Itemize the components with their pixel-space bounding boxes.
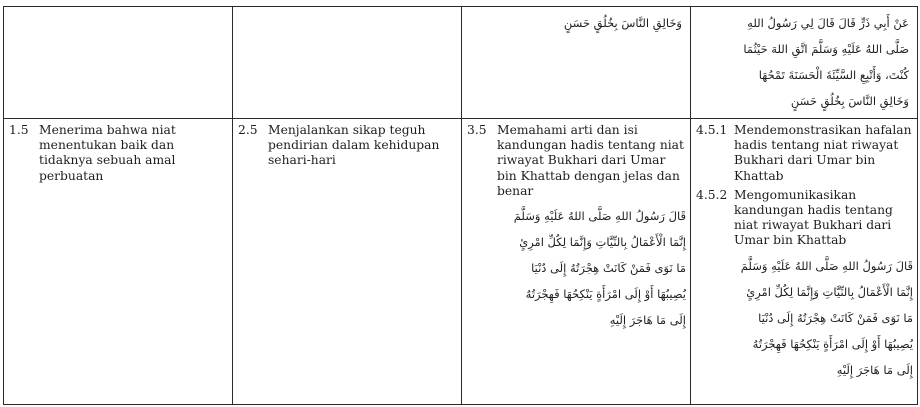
indicator-item [696, 123, 913, 184]
indicator-number: 4.5.1 [696, 123, 728, 137]
table-row-bottom [4, 119, 918, 405]
competency-cell-1 [4, 119, 233, 405]
arabic-line: كُنْتَ، وَأَتْبِعِ السَّيِّئَةَ الْحَسَنَةَ تَمْحُهَا [758, 68, 909, 82]
hadith-arabic-text [696, 253, 913, 383]
arabic-line: قَالَ رَسُولُ اللهِ صَلَّى اللهُ عَلَيْهِ وَسَلَّمَ [513, 209, 686, 224]
arabic-line: إِلَى مَا هَاجَرَ إِلَيْهِ [836, 362, 913, 377]
arabic-text-block [691, 7, 917, 114]
arabic-line: يُصِيبُهَا أَوْ إِلَى امْرَأَةٍ يَنْكِحُهَا فَهِجْرَتُهُ [752, 336, 913, 351]
indicator-cell [691, 119, 918, 405]
arabic-line: قَالَ رَسُولُ اللهِ صَلَّى اللهُ عَلَيْهِ وَسَلَّمَ [740, 258, 913, 273]
arabic-line: وَخَالِقِ النَّاسَ بِخُلُقٍ حَسَنٍ [790, 94, 909, 108]
arabic-line: إِنَّمَا الْأَعْمَالُ بِالنِّيَّاتِ وَإِنَّمَا لِكُلِّ امْرِئٍ [519, 235, 686, 250]
competency-text: Memahami arti dan isi kandungan hadis tentang niat riwayat Bukhari dari Umar bin Khattab dengan jelas dan benar [497, 123, 684, 198]
top-cell-4 [691, 7, 918, 119]
indicator-item [696, 188, 913, 249]
competency-table [3, 6, 918, 405]
arabic-line: إِلَى مَا هَاجَرَ إِلَيْهِ [609, 313, 686, 328]
arabic-line: مَا نَوَى فَمَنْ كَانَتْ هِجْرَتُهُ إِلَى دُنْيَا [758, 310, 913, 325]
arabic-line: مَا نَوَى فَمَنْ كَانَتْ هِجْرَتُهُ إِلَى دُنْيَا [531, 261, 686, 276]
top-cell-3 [462, 7, 691, 119]
competency-cell-3 [462, 119, 691, 405]
indicator-number: 4.5.2 [696, 187, 728, 202]
arabic-line: صَلَّى اللهُ عَلَيْهِ وَسَلَّمَ اتَّقِ اللهَ حَيْثُمَا [743, 42, 909, 56]
competency-number: 2.5 [238, 123, 258, 137]
competency-text: Menerima bahwa niat menentukan baik dan tidaknya sebuah amal perbuatan [39, 123, 176, 183]
arabic-line: إِنَّمَا الْأَعْمَالُ بِالنِّيَّاتِ وَإِنَّمَا لِكُلِّ امْرِئٍ [746, 284, 913, 299]
indicator-text: Mendemonstrasikan hafalan hadis tentang niat riwayat Bukhari dari Umar bin Khattab [734, 123, 912, 183]
arabic-line: يُصِيبُهَا أَوْ إِلَى امْرَأَةٍ يَنْكِحُهَا فَهِجْرَتُهُ [525, 287, 686, 302]
top-cell-1 [4, 7, 233, 119]
competency-number: 1.5 [9, 123, 29, 137]
table-row-top [4, 7, 918, 119]
competency-number: 3.5 [467, 123, 487, 137]
competency-cell-2 [233, 119, 462, 405]
arabic-line: عَنْ أَبِي ذَرٍّ قَالَ قَالَ لِي رَسُولُ اللهِ [747, 16, 909, 30]
top-cell-2 [233, 7, 462, 119]
indicator-text: Mengomunikasikan kandungan hadis tentang niat riwayat Bukhari dari Umar bin Khattab [734, 187, 893, 248]
arabic-text-block [462, 7, 690, 36]
competency-text: Menjalankan sikap teguh pendirian dalam kehidupan sehari-hari [268, 123, 440, 168]
arabic-line: وَخَالِقِ النَّاسَ بِخُلُقٍ حَسَنٍ [563, 16, 682, 30]
hadith-arabic-text [497, 203, 686, 333]
